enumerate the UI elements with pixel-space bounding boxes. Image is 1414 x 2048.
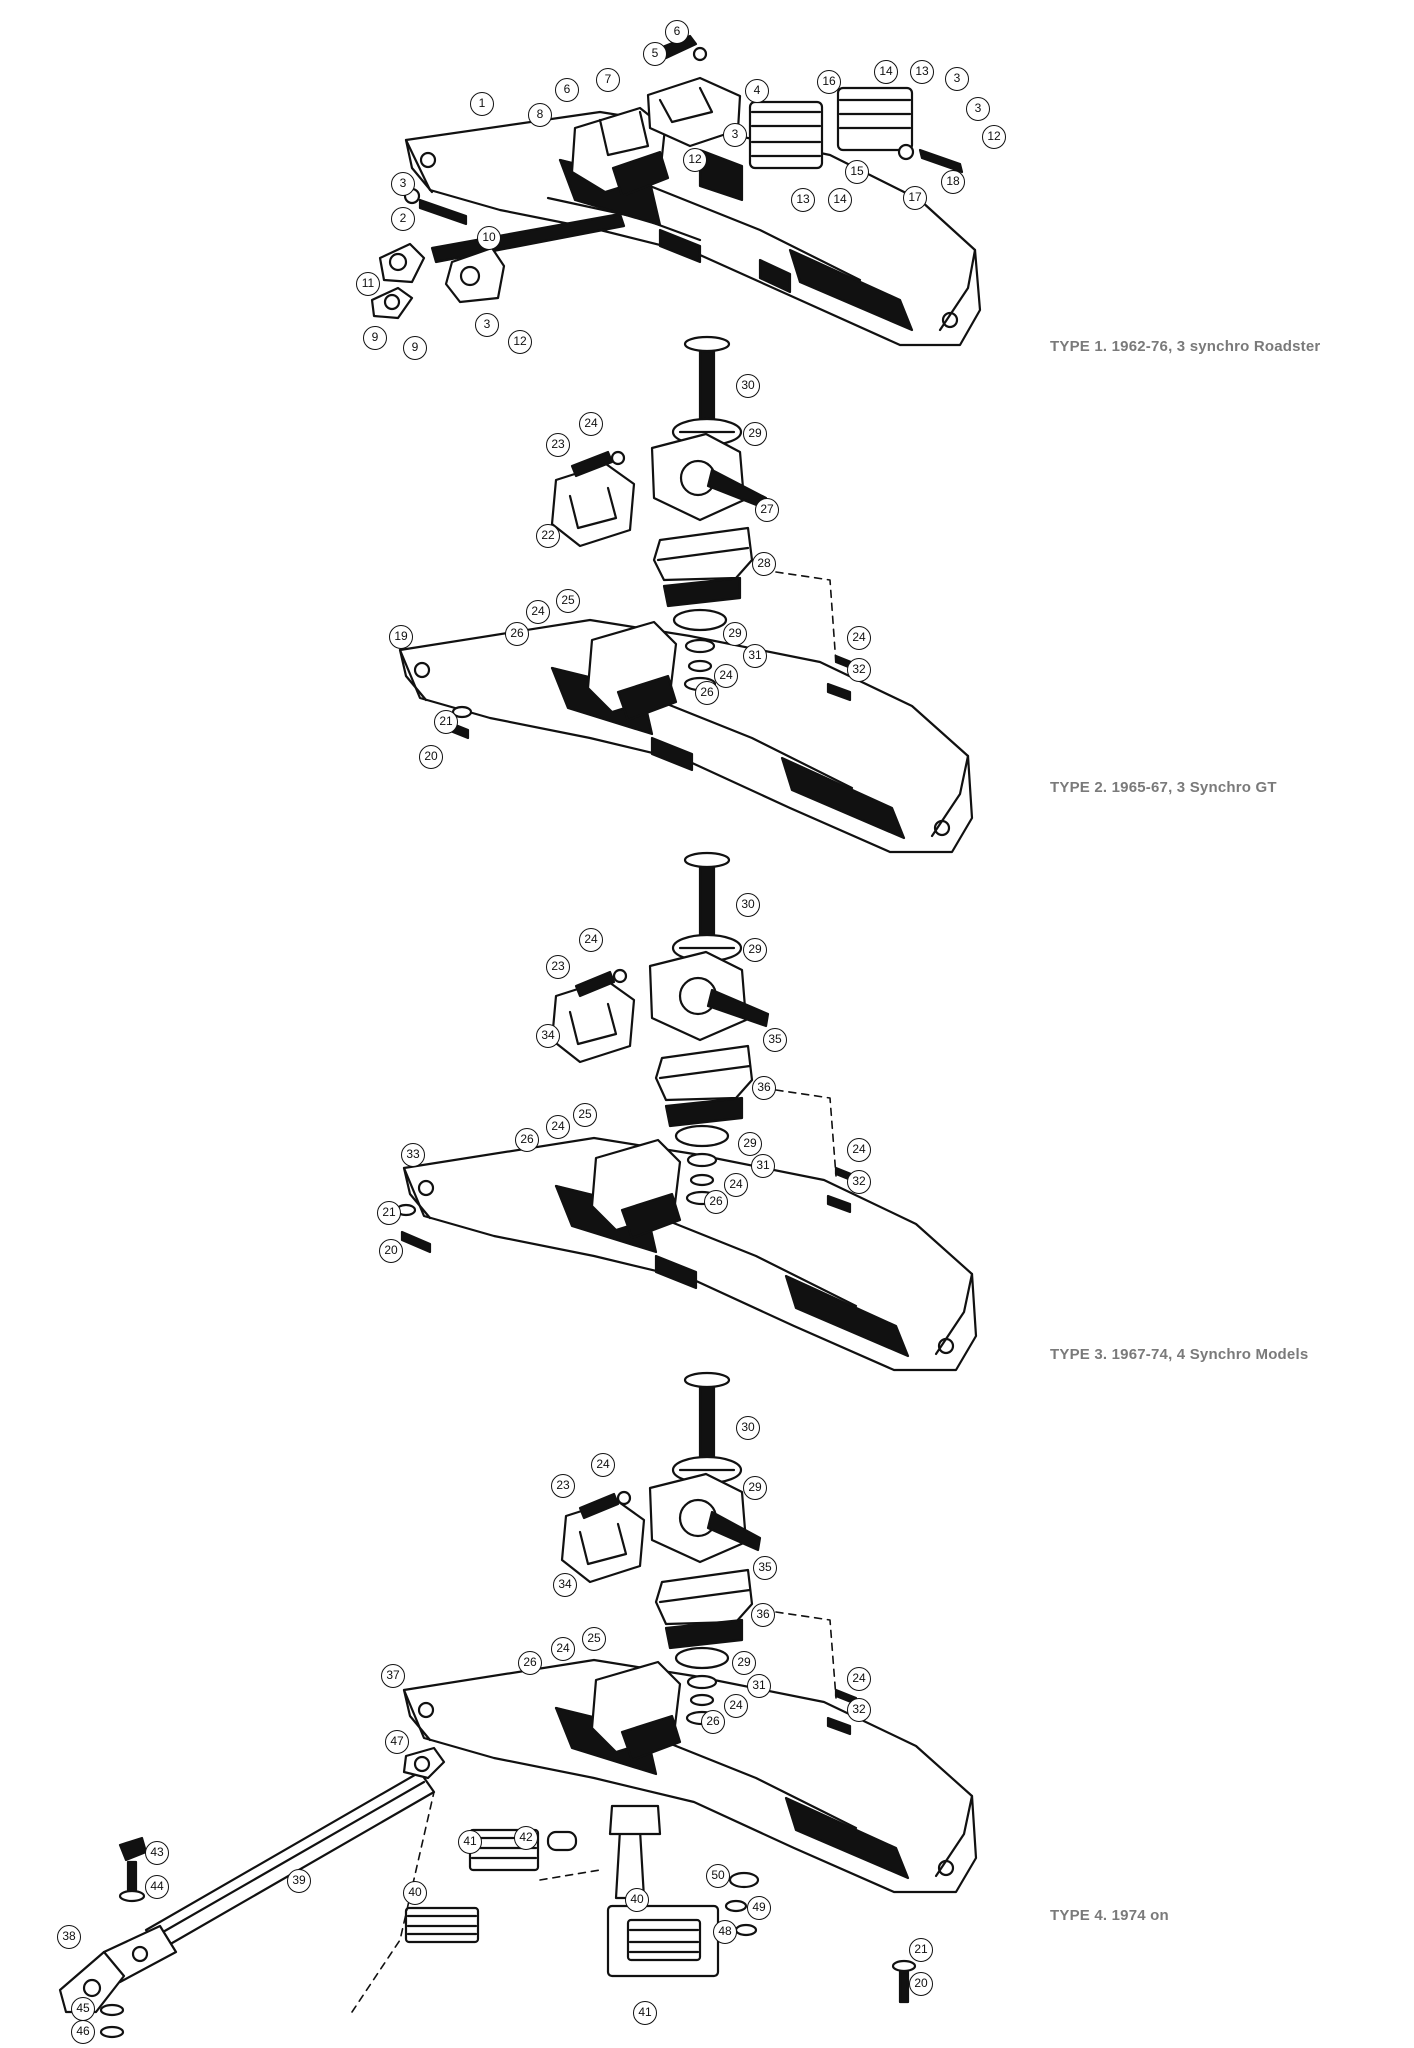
callout-balloon: 25 [582,1627,606,1651]
callout-balloon: 24 [579,412,603,436]
callout-balloon: 48 [713,1920,737,1944]
callout-balloon: 31 [751,1154,775,1178]
callout-balloon: 24 [546,1115,570,1139]
callout-balloon: 23 [546,955,570,979]
callout-balloon: 14 [874,60,898,84]
callout-balloon: 30 [736,893,760,917]
callout-balloon: 15 [845,160,869,184]
callout-balloon: 11 [356,272,380,296]
callout-balloon: 31 [743,644,767,668]
callout-balloon: 22 [536,524,560,548]
type4-gearlever [673,1373,741,1483]
callout-balloon: 9 [403,336,427,360]
callout-balloon: 2 [391,207,415,231]
callout-balloon: 13 [910,60,934,84]
callout-balloon: 29 [743,422,767,446]
callout-balloon: 6 [555,78,579,102]
callout-balloon: 24 [579,928,603,952]
callout-balloon: 26 [701,1710,725,1734]
callout-balloon: 24 [847,1667,871,1691]
callout-balloon: 24 [714,664,738,688]
section-label-type-4: TYPE 4. 1974 on [1050,1907,1169,1924]
callout-balloon: 24 [591,1453,615,1477]
callout-balloon: 29 [732,1651,756,1675]
callout-balloon: 21 [377,1201,401,1225]
callout-balloon: 7 [596,68,620,92]
callout-balloon: 30 [736,374,760,398]
callout-balloon: 29 [743,938,767,962]
section-label-type-3: TYPE 3. 1967-74, 4 Synchro Models [1050,1346,1309,1363]
callout-balloon: 20 [419,745,443,769]
callout-balloon: 36 [751,1603,775,1627]
callout-balloon: 32 [847,1698,871,1722]
callout-balloon: 40 [403,1881,427,1905]
callout-balloon: 18 [941,170,965,194]
section-label-type-2: TYPE 2. 1965-67, 3 Synchro GT [1050,779,1277,796]
callout-balloon: 21 [909,1938,933,1962]
callout-balloon: 34 [536,1024,560,1048]
callout-balloon: 24 [724,1173,748,1197]
callout-balloon: 46 [71,2020,95,2044]
callout-balloon: 20 [379,1239,403,1263]
callout-balloon: 8 [528,103,552,127]
callout-balloon: 40 [625,1888,649,1912]
callout-balloon: 25 [573,1103,597,1127]
callout-balloon: 45 [71,1997,95,2021]
callout-balloon: 35 [763,1028,787,1052]
callout-balloon: 25 [556,589,580,613]
callout-balloon: 26 [695,681,719,705]
callout-balloon: 24 [724,1694,748,1718]
callout-balloon: 21 [434,710,458,734]
callout-balloon: 16 [817,70,841,94]
callout-balloon: 38 [57,1925,81,1949]
callout-balloon: 41 [633,2001,657,2025]
callout-balloon: 29 [738,1132,762,1156]
callout-balloon: 28 [752,552,776,576]
callout-balloon: 27 [755,498,779,522]
callout-balloon: 32 [847,658,871,682]
type4-remote-control-rod [60,1748,444,2037]
callout-balloon: 31 [747,1674,771,1698]
callout-balloon: 37 [381,1664,405,1688]
callout-balloon: 39 [287,1869,311,1893]
callout-balloon: 41 [458,1830,482,1854]
callout-balloon: 24 [847,626,871,650]
type3-crossmember [404,1138,976,1370]
callout-balloon: 5 [643,42,667,66]
callout-balloon: 24 [551,1637,575,1661]
callout-balloon: 13 [791,188,815,212]
callout-balloon: 23 [546,433,570,457]
callout-balloon: 20 [909,1972,933,1996]
callout-balloon: 26 [704,1190,728,1214]
callout-balloon: 24 [847,1138,871,1162]
section-label-type-1: TYPE 1. 1962-76, 3 synchro Roadster [1050,338,1321,355]
type2-gearlever [673,337,741,445]
callout-balloon: 36 [752,1076,776,1100]
callout-balloon: 14 [828,188,852,212]
callout-balloon: 47 [385,1730,409,1754]
type2-crossmember [400,620,972,852]
callout-balloon: 3 [945,67,969,91]
callout-balloon: 26 [505,622,529,646]
callout-balloon: 49 [747,1896,771,1920]
callout-balloon: 17 [903,186,927,210]
callout-balloon: 12 [982,125,1006,149]
callout-balloon: 3 [723,123,747,147]
callout-balloon: 43 [145,1841,169,1865]
callout-balloon: 12 [683,148,707,172]
callout-balloon: 44 [145,1875,169,1899]
callout-balloon: 3 [966,97,990,121]
callout-balloon: 26 [515,1128,539,1152]
callout-balloon: 29 [723,622,747,646]
callout-balloon: 12 [508,330,532,354]
callout-balloon: 3 [475,313,499,337]
callout-balloon: 6 [665,20,689,44]
callout-balloon: 50 [706,1864,730,1888]
callout-balloon: 30 [736,1416,760,1440]
callout-balloon: 42 [514,1826,538,1850]
callout-balloon: 23 [551,1474,575,1498]
callout-balloon: 24 [526,600,550,624]
callout-balloon: 19 [389,625,413,649]
callout-balloon: 4 [745,79,769,103]
callout-balloon: 10 [477,226,501,250]
type3-gearlever [673,853,741,961]
callout-balloon: 3 [391,172,415,196]
callout-balloon: 33 [401,1143,425,1167]
callout-balloon: 26 [518,1651,542,1675]
callout-balloon: 34 [553,1573,577,1597]
callout-balloon: 35 [753,1556,777,1580]
callout-balloon: 29 [743,1476,767,1500]
callout-balloon: 1 [470,92,494,116]
callout-balloon: 9 [363,326,387,350]
callout-balloon: 32 [847,1170,871,1194]
